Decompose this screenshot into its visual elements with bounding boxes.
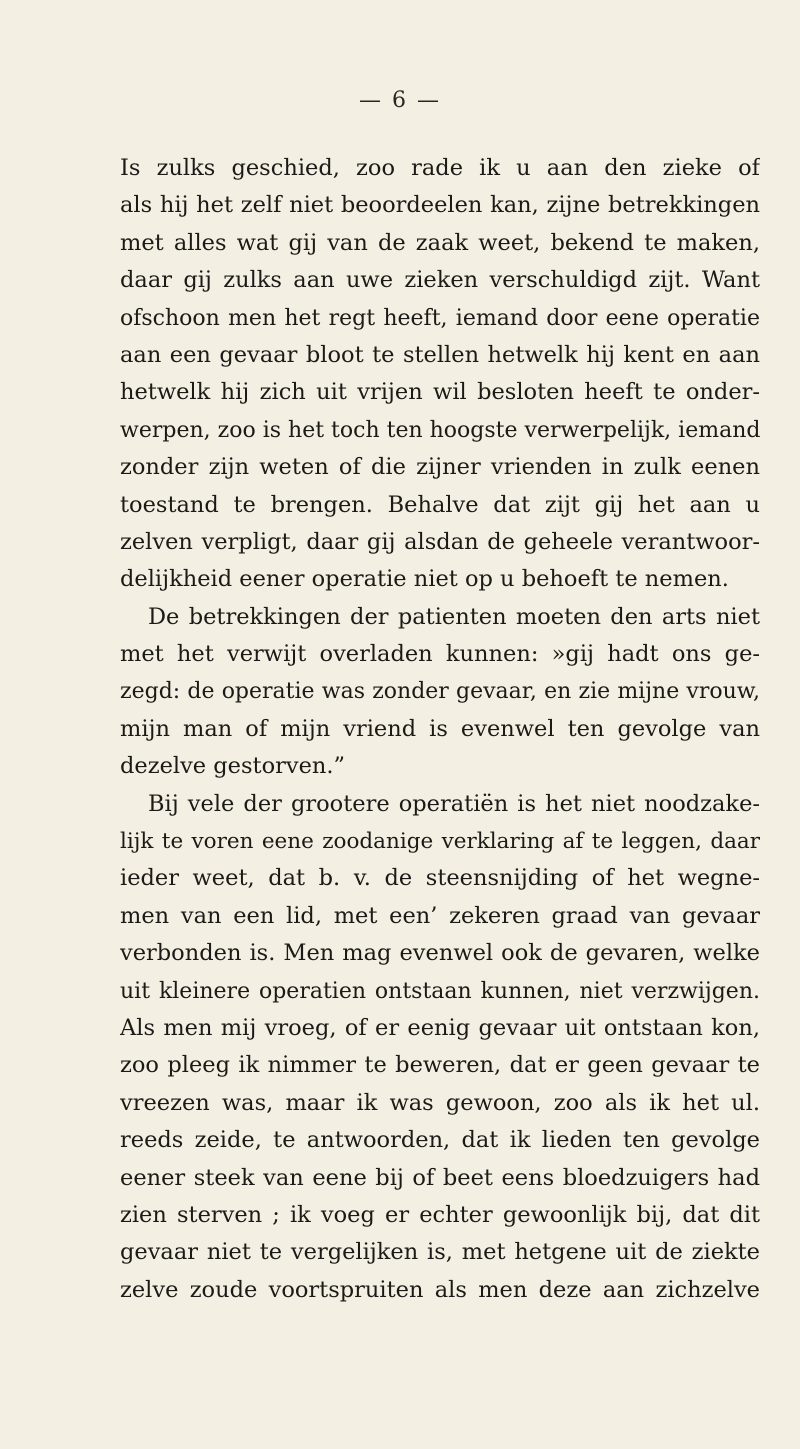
text-line: ieder weet, dat b. v. de steensnijding of het wegne-: [120, 865, 760, 892]
text-line: lijk te voren eene zoodanige verklaring af te leggen, daar: [120, 829, 760, 855]
text-line: eener steek van eene bij of beet eens bloedzuigers had: [120, 1164, 760, 1191]
text-line: Als men mij vroeg, of er eenig gevaar uit ontstaan kon,: [120, 1014, 760, 1041]
text-line: zien sterven ; ik voeg er echter gewoonlijk bij, dat dit: [120, 1201, 760, 1228]
text-line: delijkheid eener operatie niet op u behoeft te nemen.: [120, 566, 729, 593]
page-number: — 6 —: [359, 88, 441, 113]
text-line: met alles wat gij van de zaak weet, bekend te maken,: [120, 229, 760, 256]
text-line: werpen, zoo is het toch ten hoogste verwerpelijk, iemand: [120, 417, 760, 443]
text-line: zoo pleeg ik nimmer te beweren, dat er geen gevaar te: [120, 1052, 760, 1079]
text-line: aan een gevaar bloot te stellen hetwelk hij kent en aan: [120, 341, 760, 368]
text-line: gevaar niet te vergelijken is, met hetgene uit de ziekte: [120, 1239, 760, 1266]
text-line: zonder zijn weten of die zijner vrienden in zulk eenen: [120, 454, 760, 481]
text-line: Is zulks geschied, zoo rade ik u aan den zieke of: [120, 155, 760, 181]
text-line: Bij vele der grootere operatiën is het niet noodzake-: [148, 790, 760, 817]
text-line: dezelve gestorven.”: [120, 753, 346, 780]
text-line: men van een lid, met een’ zekeren graad van gevaar: [120, 902, 760, 929]
text-line: uit kleinere operatien ontstaan kunnen, niet verzwijgen.: [120, 978, 760, 1004]
text-line: De betrekkingen der patienten moeten den arts niet: [148, 603, 760, 630]
text-line: hetwelk hij zich uit vrijen wil besloten heeft te onder-: [120, 379, 760, 406]
text-line: zegd: de operatie was zonder gevaar, en zie mijne vrouw,: [120, 679, 760, 705]
text-line: zelven verpligt, daar gij alsdan de geheele verantwoor-: [120, 528, 760, 555]
text-line: verbonden is. Men mag evenwel ook de gevaren, welke: [120, 940, 760, 967]
text-line: toestand te brengen. Behalve dat zijt gij het aan u: [120, 491, 760, 518]
text-line: reeds zeide, te antwoorden, dat ik lieden ten gevolge: [120, 1127, 760, 1154]
text-line: als hij het zelf niet beoordeelen kan, zijne betrekkingen: [120, 192, 760, 219]
text-line: ofschoon men het regt heeft, iemand door eene operatie: [120, 305, 760, 331]
text-line: daar gij zulks aan uwe zieken verschuldigd zijt. Want: [120, 267, 760, 294]
text-line: met het verwijt overladen kunnen: »gij hadt ons ge-: [120, 641, 760, 668]
text-line: vreezen was, maar ik was gewoon, zoo als ik het ul.: [120, 1089, 760, 1116]
text-line: mijn man of mijn vriend is evenwel ten gevolge van: [120, 715, 760, 742]
body-text: [120, 150, 760, 1309]
text-line: zelve zoude voortspruiten als men deze aan zichzelve: [120, 1276, 760, 1303]
